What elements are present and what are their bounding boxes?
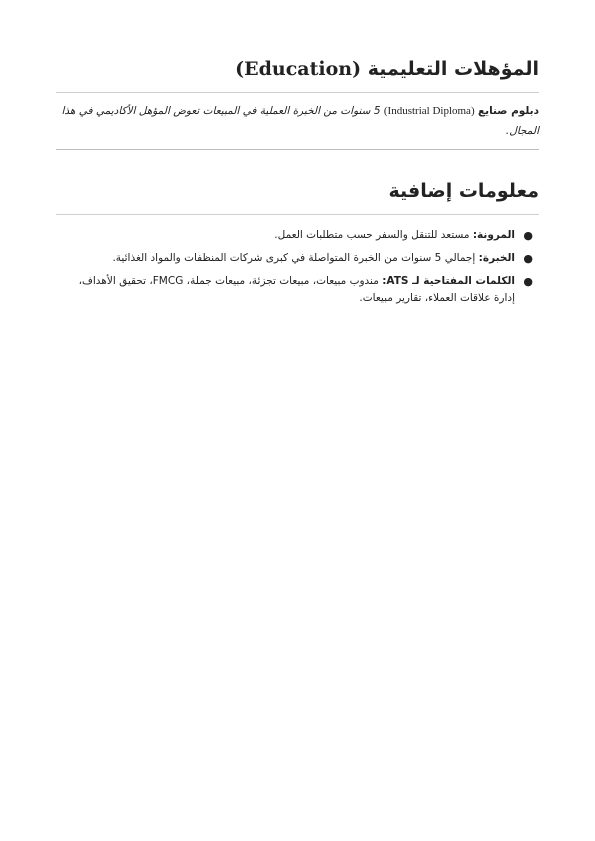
education-title-en: (Education) — [235, 58, 362, 80]
list-item-ats-keywords — [56, 273, 533, 307]
item-label: الخبرة: — [478, 252, 515, 264]
education-entry — [56, 101, 539, 141]
list-item-experience — [56, 250, 533, 267]
bullet-icon: ● — [523, 252, 533, 265]
additional-info-divider — [56, 214, 539, 215]
education-title: المؤهلات التعليمية — [367, 58, 539, 80]
item-label: المرونة: — [472, 229, 515, 241]
bullet-icon: ● — [523, 275, 533, 288]
bullet-icon: ● — [523, 229, 533, 242]
degree-name-en: (Industrial Diploma) — [383, 105, 475, 117]
degree-name: دبلوم صنايع — [477, 105, 539, 117]
education-section — [56, 54, 539, 150]
additional-info-section — [56, 176, 539, 307]
degree-description: 5 سنوات من الخبرة العملية في المبيعات تعوض المؤهل الأكاديمي في هذا المجال. — [61, 105, 539, 137]
item-label: الكلمات المفتاحية لـ ATS: — [382, 275, 515, 287]
item-text: مندوب مبيعات، مبيعات تجزئة، مبيعات جملة، FMCG، تحقيق الأهداف، إدارة علاقات العملاء، تقارير مبيعات. — [78, 275, 515, 304]
item-text: إجمالي 5 سنوات من الخبرة المتواصلة في كبرى شركات المنظفات والمواد الغذائية. — [112, 252, 476, 264]
additional-info-heading: معلومات إضافية — [388, 180, 539, 202]
education-heading — [56, 54, 539, 84]
list-item-flexibility — [56, 227, 533, 244]
item-text: مستعد للتنقل والسفر حسب متطلبات العمل. — [274, 229, 470, 241]
additional-info-list — [56, 227, 539, 307]
education-top-divider — [56, 92, 539, 93]
resume-page — [56, 54, 539, 313]
education-bottom-divider — [56, 149, 539, 150]
